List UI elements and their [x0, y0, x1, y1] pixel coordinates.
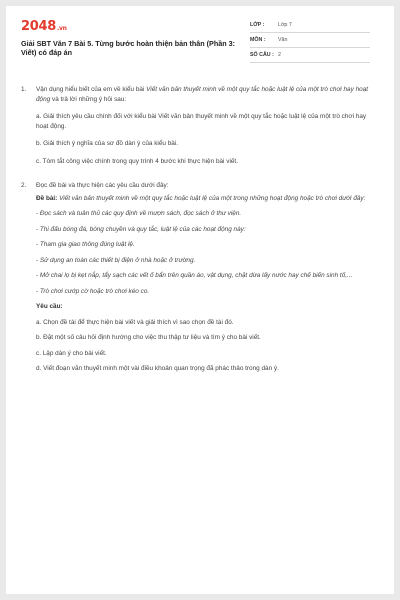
document-page — [6, 6, 394, 594]
meta-value: Văn — [278, 37, 288, 43]
topic-option: - Đọc sách và tuân thủ các quy định về mượn sách, đọc sách ở thư viện. — [36, 210, 242, 217]
meta-key: SỐ CÂU : — [250, 52, 274, 58]
requirements-label: Yêu cầu: — [36, 303, 63, 310]
question-number: 2. — [21, 182, 27, 189]
question-1-intro — [36, 85, 373, 104]
requirement-item: b. Đặt một số câu hỏi định hướng cho việc thu thập tư liệu và tìm ý cho bài viết. — [36, 334, 261, 341]
requirement-item: a. Chọn đề tài để thực hiện bài viết và giải thích vì sao chọn đề tài đó. — [36, 318, 234, 326]
topic-text: Viết văn bản thuyết minh về một quy tắc hoặc luật lệ của một trong những hoạt động hoặc trò chơi dưới đây: — [59, 194, 366, 202]
question-2 — [21, 181, 373, 191]
meta-row-count — [250, 48, 370, 63]
q1-item-a: a. Giải thích yêu cầu chính đối với kiểu bài Viết văn bản thuyết minh về một quy tắc hoặc luật lệ của một trò chơi hay hoạt động. — [36, 113, 367, 130]
q1-item-c: c. Tóm tắt công việc chính trong quy trình 4 bước khi thực hiện bài viết. — [36, 157, 238, 165]
site-logo[interactable] — [21, 19, 67, 34]
meta-value: Lớp 7 — [278, 22, 292, 28]
meta-row-subject — [250, 33, 370, 48]
question-number: 1. — [21, 86, 27, 93]
topic-label: Đề bài: — [36, 194, 58, 202]
q1-item-b: b. Giải thích ý nghĩa của sơ đồ dàn ý của kiểu bài. — [36, 140, 179, 147]
intro-text: Vận dụng hiểu biết của em về kiểu bài — [36, 86, 145, 93]
topic-option: - Trò chơi cướp cờ hoặc trò chơi kéo co. — [36, 287, 150, 295]
meta-key: MÔN : — [250, 37, 266, 43]
topic-option: - Thi đấu bóng đá, bóng chuyền và quy tắc, luật lệ của các hoạt động này: — [36, 225, 246, 233]
requirement-item: d. Viết đoạn văn thuyết minh một vài điều khoản quan trọng đã phác thảo trong dàn ý. — [36, 365, 279, 372]
question-1 — [21, 85, 373, 104]
meta-value: 2 — [278, 52, 281, 58]
intro-italic: Viết văn bản thuyết minh về một quy tắc hoặc luật lệ của một trò chơi hay hoạt động — [36, 86, 369, 103]
meta-table — [250, 18, 370, 63]
page-title: Giải SBT Văn 7 Bài 5. Từng bước hoàn thiện bản thân (Phần 3: Viết) có đáp án — [21, 39, 235, 58]
question-2-intro: Đọc đề bài và thực hiện các yêu cầu dưới đây: — [36, 182, 169, 189]
topic-statement — [36, 194, 373, 204]
logo-text: 2048 — [21, 19, 56, 34]
topic-option: - Tham gia giao thông đúng luật lệ. — [36, 241, 135, 248]
topic-option: - Sử dụng an toàn các thiết bị điện ở nhà hoặc ở trường. — [36, 256, 196, 264]
question-list — [21, 85, 373, 380]
topic-option: - Mở chai lọ bị kẹt nắp, tẩy sạch các vết ố bẩn trên quần áo, vật dụng, chặt dừa lấy nước hay chế biến sinh tố,... — [36, 272, 353, 279]
meta-row-grade — [250, 18, 370, 33]
requirement-item: c. Lập dàn ý cho bài viết. — [36, 349, 107, 357]
logo-suffix: .vn — [56, 25, 67, 32]
meta-key: LỚP : — [250, 22, 265, 28]
q2-body — [36, 194, 373, 374]
intro-end: và trả lời những ý hỏi sau: — [52, 95, 127, 103]
